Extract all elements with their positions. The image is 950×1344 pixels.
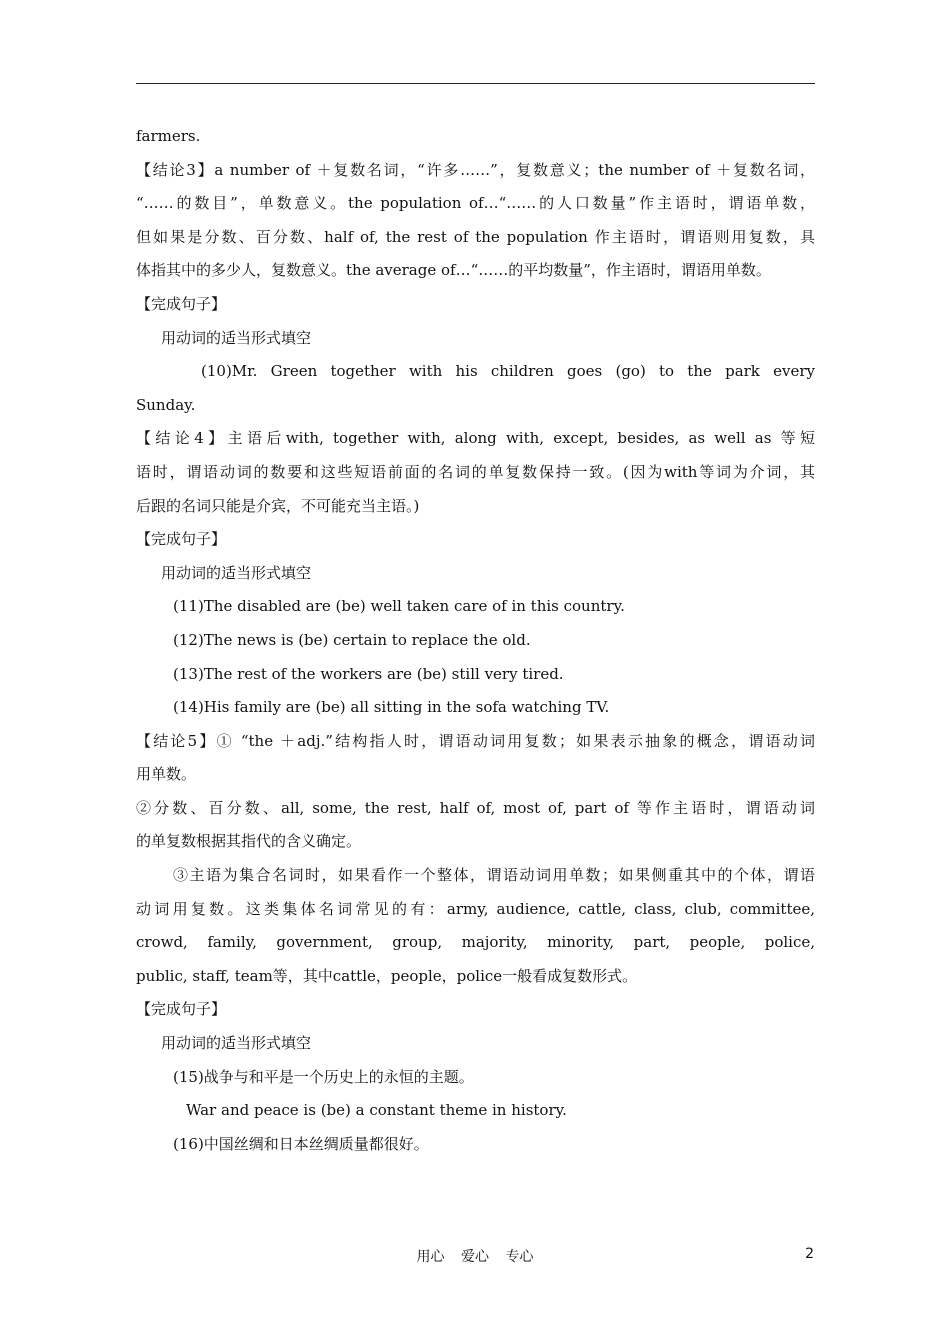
exercise-11: (11)The disabled are (be) well taken care of in this country. (173, 597, 625, 616)
text-line: 动词用复数。这类集体名词常见的有：army, audience, cattle, class, club, committee, (136, 899, 815, 918)
exercise-14: (14)His family are (be) all sitting in the sofa watching TV. (173, 698, 610, 717)
text-line: crowd, family, government, group, majority, minority, part, people, police, (136, 933, 815, 952)
document-body (136, 120, 815, 1161)
text-line: 体指其中的多少人，复数意义。the average of…“……的平均数量”，作主语时，谓语用单数。 (136, 261, 771, 280)
section-heading-complete-sentences: 【完成句子】 (136, 294, 227, 313)
text-line: 但如果是分数、百分数、half of, the rest of the population 作主语时，谓语则用复数，具 (136, 227, 815, 246)
page-number: 2 (805, 1246, 814, 1262)
text-line: Sunday. (136, 395, 196, 414)
conclusion-5-heading: 【结论5】① “the ＋adj.”结构指人时，谓语动词用复数；如果表示抽象的概念，谓语动词 (136, 731, 815, 750)
text-line: 用单数。 (136, 765, 197, 784)
exercise-16: (16)中国丝绸和日本丝绸质量都很好。 (173, 1134, 429, 1153)
section-heading-complete-sentences: 【完成句子】 (136, 1000, 227, 1019)
text-line: ③主语为集合名词时，如果看作一个整体，谓语动词用单数；如果侧重其中的个体，谓语 (173, 866, 815, 885)
header-rule (136, 83, 815, 84)
text-line: “……的数目”，单数意义。the population of…“……的人口数量”作主语时，谓语单数， (136, 194, 815, 213)
instruction-line: 用动词的适当形式填空 (161, 328, 312, 347)
footer-motto: 用心 爱心 专心 (416, 1249, 534, 1265)
text-line: 的单复数根据其指代的含义确定。 (136, 832, 362, 851)
exercise-12: (12)The news is (be) certain to replace the old. (173, 630, 531, 649)
exercise-10: (10)Mr. Green together with his children goes (go) to the park every (201, 362, 815, 381)
text-line: 语时，谓语动词的数要和这些短语前面的名词的单复数保持一致。(因为with等词为介词，其 (136, 462, 815, 481)
text-line: ②分数、百分数、all, some, the rest, half of, most of, part of 等作主语时，谓语动词 (136, 798, 815, 817)
text-line: farmers. (136, 127, 201, 145)
conclusion-4-heading: 【结论4】主语后with, together with, along with, except, besides, as well as 等短 (136, 429, 815, 448)
text-line: public, staff, team等，其中cattle，people，police一般看成复数形式。 (136, 966, 638, 985)
text-line: 后跟的名词只能是介宾，不可能充当主语。) (136, 496, 420, 515)
page-footer (0, 1246, 950, 1270)
section-heading-complete-sentences: 【完成句子】 (136, 530, 227, 549)
exercise-15-answer: War and peace is (be) a constant theme in history. (186, 1101, 567, 1120)
instruction-line: 用动词的适当形式填空 (161, 563, 312, 582)
instruction-line: 用动词的适当形式填空 (161, 1034, 312, 1053)
exercise-15: (15)战争与和平是一个历史上的永恒的主题。 (173, 1067, 474, 1086)
exercise-13: (13)The rest of the workers are (be) still very tired. (173, 664, 564, 683)
conclusion-3-heading: 【结论3】a number of ＋复数名词，“许多……”，复数意义；the number of ＋复数名词， (136, 160, 815, 179)
